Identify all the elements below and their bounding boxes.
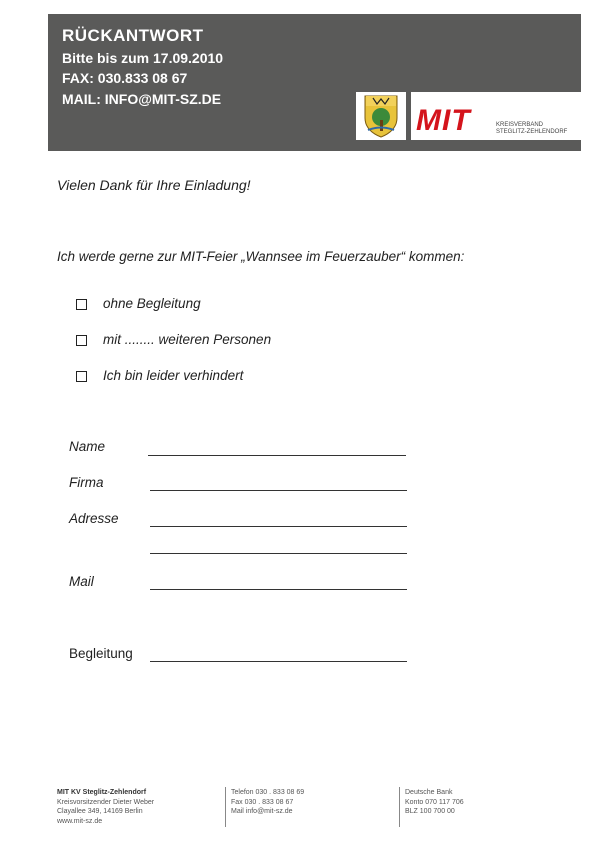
mit-logo-text: MIT: [416, 104, 471, 137]
footer-divider: [225, 787, 226, 827]
question-text: Ich werde gerne zur MIT-Feier „Wannsee im Feuerzauber“ kommen:: [57, 249, 465, 264]
fax-text: FAX: 030.833 08 67: [62, 70, 188, 86]
option-label: mit ........ weiteren Personen: [103, 332, 272, 347]
coat-of-arms-logo: [356, 92, 406, 140]
begleitung-label: Begleitung: [69, 646, 133, 661]
mail-text: MAIL: INFO@MIT-SZ.DE: [62, 91, 222, 107]
name-field[interactable]: [148, 455, 406, 456]
footer-bank-name: Deutsche Bank: [405, 789, 453, 796]
footer-fax: Fax 030 . 833 08 67: [231, 798, 294, 806]
footer-phone: Telefon 030 . 833 08 69: [231, 789, 305, 796]
mail-label: Mail: [69, 574, 94, 589]
mit-logo-sub2: STEGLITZ-ZEHLENDORF: [496, 129, 568, 135]
footer-divider: [399, 787, 400, 827]
checkbox[interactable]: [76, 299, 87, 310]
footer-address: [57, 788, 154, 826]
footer-org-name: MIT KV Steglitz-Zehlendorf: [57, 789, 147, 796]
adresse-field-2[interactable]: [150, 553, 407, 554]
footer-account: Konto 070 117 706: [405, 798, 464, 806]
footer-street: Clayallee 349, 14169 Berlin: [57, 808, 143, 815]
footer-bank: [405, 788, 464, 817]
checkbox[interactable]: [76, 335, 87, 346]
name-label: Name: [69, 439, 106, 454]
option-label: Ich bin leider verhindert: [103, 368, 244, 383]
page-title: RÜCKANTWORT: [62, 26, 204, 45]
header-underline: [411, 140, 581, 143]
deadline-text: Bitte bis zum 17.09.2010: [62, 50, 224, 66]
firma-field[interactable]: [150, 490, 407, 491]
firma-label: Firma: [69, 475, 104, 490]
footer-web: www.mit-sz.de: [57, 817, 103, 825]
thanks-text: Vielen Dank für Ihre Einladung!: [57, 177, 251, 193]
adresse-field[interactable]: [150, 526, 407, 527]
mail-field[interactable]: [150, 589, 407, 590]
begleitung-field[interactable]: [150, 661, 407, 662]
footer-chair: Kreisvorsitzender Dieter Weber: [57, 798, 155, 806]
adresse-label: Adresse: [69, 511, 119, 526]
mit-logo-sub1: KREISVERBAND: [496, 122, 544, 128]
checkbox[interactable]: [76, 371, 87, 382]
footer-contact: [231, 788, 304, 817]
footer-mail: Mail info@mit-sz.de: [231, 808, 293, 815]
option-label: ohne Begleitung: [103, 296, 201, 311]
footer-blz: BLZ 100 700 00: [405, 808, 455, 815]
coat-of-arms-icon: [356, 92, 406, 140]
